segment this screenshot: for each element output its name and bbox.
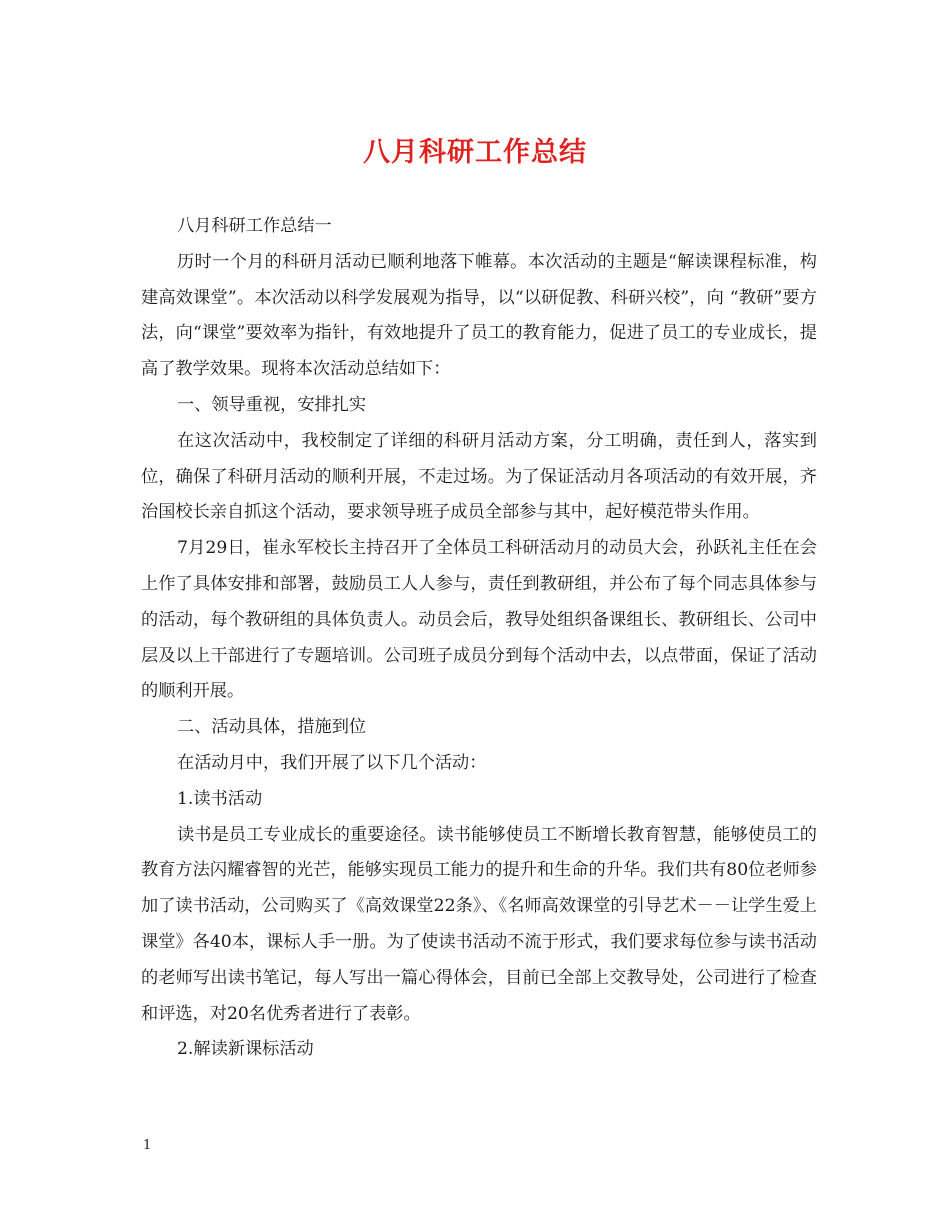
paragraph: 历时一个月的科研月活动已顺利地落下帷幕。本次活动的主题是“解读课程标准，构建高效课堂”。本次活动以科学发展观为指导，以“以研促教、科研兴校”，向 “教研”要方法，向“课堂”要效率为指针，有效地提升了员工的教育能力，促进了员工的专业成长，提高了教学效果。现将本次活动总结如下： (141, 251, 817, 380)
subsection-heading: 1.读书活动 (177, 788, 263, 809)
section-heading: 八月科研工作总结一 (177, 216, 332, 236)
paragraph: 在这次活动中，我校制定了详细的科研月活动方案，分工明确，责任到人，落实到位，确保了科研月活动的顺利开展，不走过场。为了保证活动月各项活动的有效开展，齐治国校长亲自抓这个活动，要求领导班子成员全部参与其中，起好模范带头作用。 (141, 430, 817, 523)
section-heading: 一、领导重视，安排扎实 (177, 394, 367, 415)
paragraph: 7月29日，崔永军校长主持召开了全体员工科研活动月的动员大会，孙跃礼主任在会上作了具体安排和部署，鼓励员工人人参与，责任到教研组，并公布了每个同志具体参与的活动，每个教研组的具体负责人。动员会后，教导处组织备课组长、教研组长、公司中层及以上干部进行了专题培训。公司班子成员分到每个活动中去，以点带面，保证了活动的顺利开展。 (141, 538, 817, 702)
document-title: 八月科研工作总结 (363, 137, 587, 168)
page-number: 1 (143, 1138, 152, 1153)
paragraph: 在活动月中，我们开展了以下几个活动： (177, 752, 487, 773)
subsection-heading: 2.解读新课标活动 (177, 1039, 314, 1060)
section-heading: 二、活动具体，措施到位 (177, 717, 367, 738)
document-body (141, 209, 817, 1068)
paragraph: 读书是员工专业成长的重要途径。读书能够使员工不断增长教育智慧，能够使员工的教育方法闪耀睿智的光芒，能够实现员工能力的提升和生命的升华。我们共有80位老师参加了读书活动，公司购买了《高效课堂22条》、《名师高效课堂的引导艺术－－让学生爱上课堂》各40本，课标人手一册。为了使读书活动不流于形式，我们要求每位参与读书活动的老师写出读书笔记，每人写出一篇心得体会，目前已全部上交教导处，公司进行了检查和评选，对20名优秀者进行了表彰。 (141, 824, 817, 1024)
